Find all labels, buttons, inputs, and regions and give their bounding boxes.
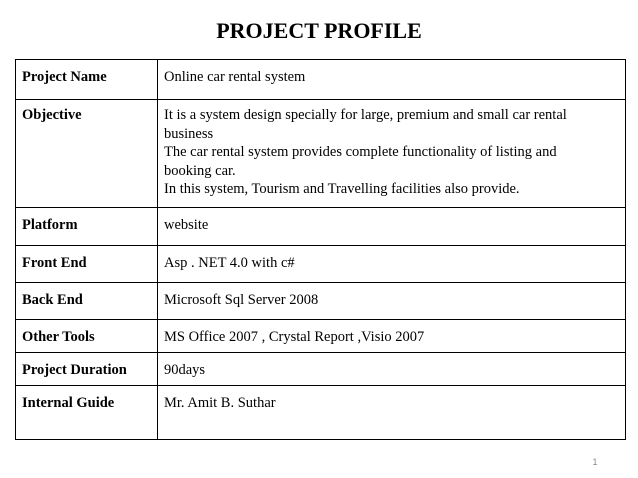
table-row-objective <box>16 100 626 208</box>
project-name-label: Project Name <box>16 60 158 100</box>
back-end-label: Back End <box>16 283 158 320</box>
page-title: PROJECT PROFILE <box>216 18 422 43</box>
objective-value <box>158 100 626 208</box>
objective-line: It is a system design specially for large, premium and small car rental <box>164 107 567 123</box>
internal-guide-value: Mr. Amit B. Suthar <box>158 386 626 440</box>
table-row-front-end <box>16 246 626 283</box>
project-duration-label: Project Duration <box>16 353 158 386</box>
objective-line: In this system, Tourism and Travelling facilities also provide. <box>164 181 520 197</box>
project-profile-table <box>15 59 626 440</box>
table-row-project-name <box>16 60 626 100</box>
other-tools-label: Other Tools <box>16 320 158 353</box>
platform-value: website <box>158 208 626 246</box>
table-row-project-duration <box>16 353 626 386</box>
objective-line: The car rental system provides complete functionality of listing and <box>164 144 557 160</box>
page-number: 1 <box>592 457 598 467</box>
objective-label: Objective <box>16 100 158 208</box>
project-name-value: Online car rental system <box>158 60 626 100</box>
table-row-internal-guide <box>16 386 626 440</box>
table-row-back-end <box>16 283 626 320</box>
objective-line: booking car. <box>164 162 236 179</box>
internal-guide-label: Internal Guide <box>16 386 158 440</box>
front-end-value: Asp . NET 4.0 with c# <box>158 246 626 283</box>
front-end-label: Front End <box>16 246 158 283</box>
back-end-value: Microsoft Sql Server 2008 <box>158 283 626 320</box>
platform-label: Platform <box>16 208 158 246</box>
table-row-platform <box>16 208 626 246</box>
objective-line: business <box>164 125 214 142</box>
other-tools-value: MS Office 2007 , Crystal Report ,Visio 2007 <box>158 320 626 353</box>
project-duration-value: 90days <box>158 353 626 386</box>
table-row-other-tools <box>16 320 626 353</box>
